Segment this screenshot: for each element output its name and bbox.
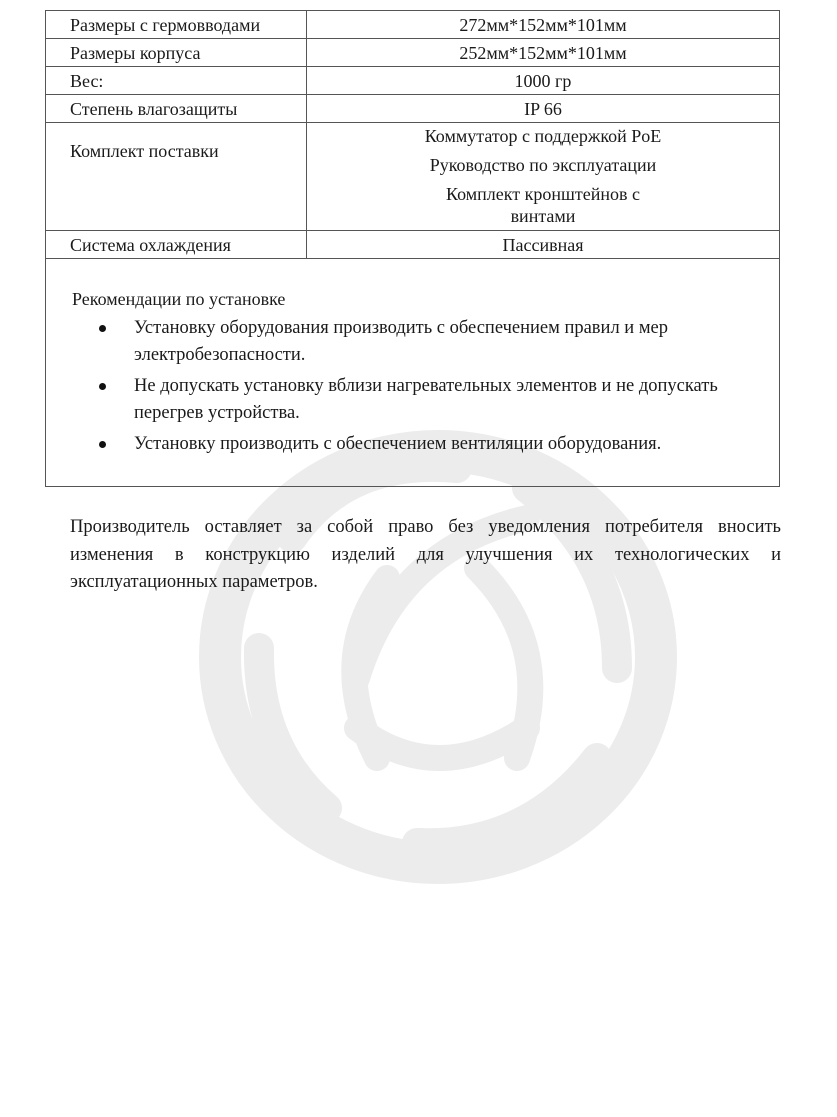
spec-value: IP 66 [307, 95, 780, 123]
kit-item: Коммутатор с поддержкой PoE [424, 126, 662, 146]
kit-item: Комплект кронштейнов с [446, 184, 640, 204]
bullet-icon [99, 441, 106, 448]
recommendation-text: Установку производить с обеспечением вентиляции оборудования. [134, 434, 662, 454]
spec-value: 1000 гр [307, 67, 780, 95]
spec-value: 272мм*152мм*101мм [307, 11, 780, 39]
spec-label: Степень влагозащиты [46, 95, 307, 123]
recommendation-text: Не допускать установку вблизи нагревательных элементов и не допускать перегрев устройства. [134, 376, 718, 423]
spec-row [46, 95, 780, 123]
recommendations-row [46, 259, 780, 487]
specifications-table [45, 10, 780, 487]
kit-row [46, 123, 780, 231]
recommendations-list [72, 315, 779, 458]
kit-items [307, 123, 780, 231]
cooling-row [46, 231, 780, 259]
bullet-icon [99, 325, 106, 332]
list-item [72, 315, 779, 369]
kit-item: Руководство по эксплуатации [429, 155, 657, 175]
disclaimer-paragraph: Производитель оставляет за собой право без уведомления потребителя вносить изменения в конструкцию изделий для улучшения их технологических и эксплуатационных параметров. [70, 517, 781, 592]
kit-label: Комплект поставки [46, 123, 307, 231]
list-item [72, 373, 779, 427]
spec-value: 252мм*152мм*101мм [307, 39, 780, 67]
spec-label: Размеры с гермовводами [46, 11, 307, 39]
recommendations-cell [46, 259, 780, 487]
spec-label: Размеры корпуса [46, 39, 307, 67]
spec-row [46, 39, 780, 67]
aperture-logo-icon [197, 428, 679, 886]
cooling-value: Пассивная [307, 231, 780, 259]
list-item [72, 431, 779, 458]
spec-row [46, 11, 780, 39]
bullet-icon [99, 383, 106, 390]
kit-item: винтами [510, 206, 576, 226]
cooling-label: Система охлаждения [46, 231, 307, 259]
spec-row [46, 67, 780, 95]
spec-label: Вес: [46, 67, 307, 95]
recommendations-title: Рекомендации по установке [72, 289, 286, 309]
recommendation-text: Установку оборудования производить с обеспечением правил и мер электробезопасности. [134, 318, 668, 365]
